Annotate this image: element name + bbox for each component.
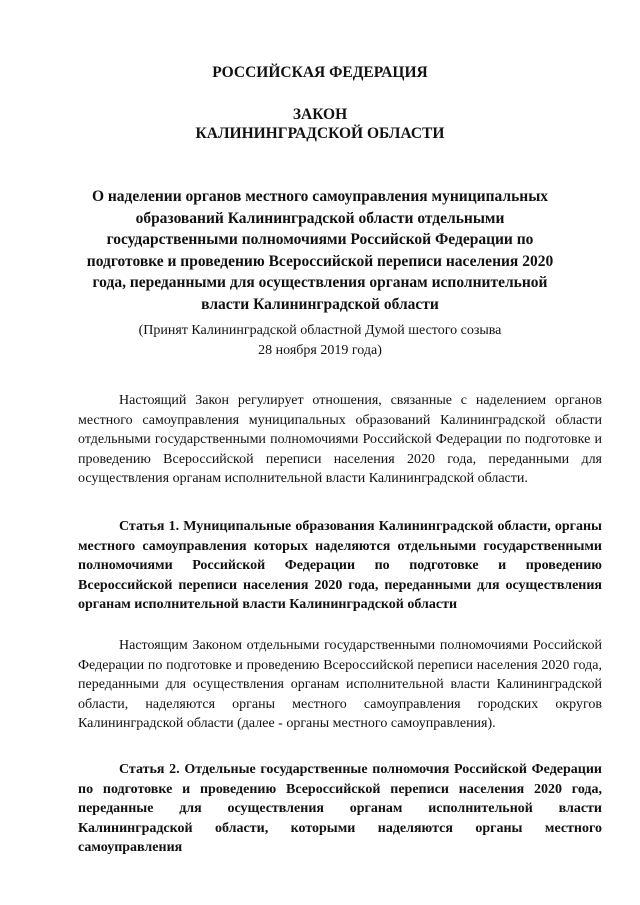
law-title: О наделении органов местного самоуправления муниципальных образований Калининградской области отдельными государственными полномочиями Российской Федерации по подготовке и проведению Всероссийской переписи населения 2020 года, переданными для осуществления органам исполнительной власти Калининградской области — [86, 188, 554, 313]
adoption-note-line-2: 28 ноября 2019 года) — [258, 342, 382, 358]
article-1-text: Настоящим Законом отдельными государственными полномочиями Российской Федерации по подготовке и проведению Всероссийской переписи населения 2020 года, переданными для осуществления органам исполнительной власти Калининградской области, наделяются органы местного самоуправления городских округов Калининградской области (далее - органы местного самоуправления). — [78, 638, 602, 731]
document-type-heading: ЗАКОН — [292, 106, 348, 123]
article-2-heading: Статья 2. Отдельные государственные полномочия Российской Федерации по подготовке и проведению Всероссийской переписи населения 2020 года, переданные для осуществления органам исполнительной власти Калининградской области, которыми наделяются органы местного самоуправления — [78, 762, 602, 855]
country-heading: РОССИЙСКАЯ ФЕДЕРАЦИЯ — [212, 64, 428, 81]
adoption-note-line-1: (Принят Калининградской областной Думой шестого созыва — [138, 323, 502, 338]
adoption-note — [75, 321, 565, 360]
region-heading: КАЛИНИНГРАДСКОЙ ОБЛАСТИ — [195, 125, 445, 142]
article-1-heading: Статья 1. Муниципальные образования Калининградской области, органы местного самоуправления которых наделяются отдельными государственными полномочиями Российской Федерации по подготовке и проведению Всероссийской переписи населения 2020 года, переданными для осуществления органам исполнительной власти Калининградской области — [78, 519, 602, 612]
preamble-paragraph: Настоящий Закон регулирует отношения, связанные с наделением органов местного самоуправления муниципальных образований Калининградской области отдельными государственными полномочиями Российской Федерации по подготовке и проведению Всероссийской переписи населения 2020 года, переданными для осуществления органам исполнительной власти Калининградской области. — [78, 393, 602, 486]
